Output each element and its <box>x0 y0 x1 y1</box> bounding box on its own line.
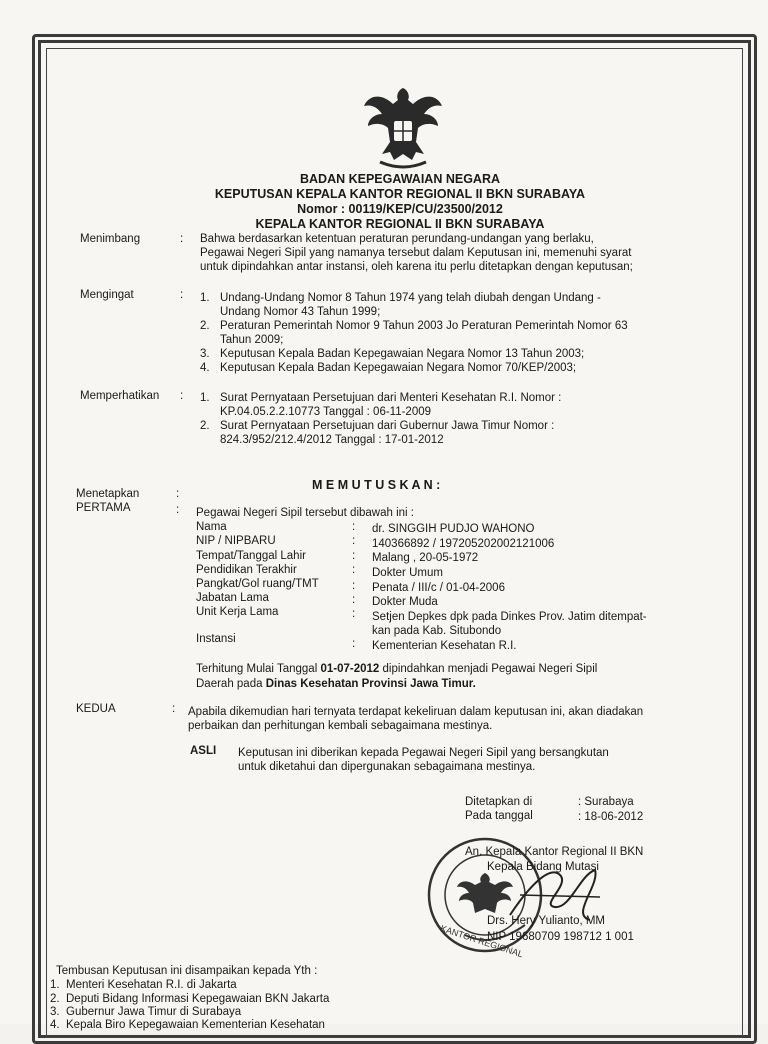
list-number: 3. <box>200 348 210 360</box>
menetapkan-colon: : <box>176 488 180 500</box>
list-item: Undang Nomor 43 Tahun 1999; <box>220 306 381 318</box>
terhitung-line <box>196 663 597 675</box>
memutuskan-heading: M E M U T U S K A N : <box>312 478 441 492</box>
field-label: Nama <box>196 521 227 533</box>
tembusan-item: Gubernur Jawa Timur di Surabaya <box>66 1006 242 1018</box>
seal-text-bottom: KANTOR REGIONAL <box>439 923 525 960</box>
date-value: : 18-06-2012 <box>578 811 644 823</box>
list-number: 4. <box>200 362 210 374</box>
header-line-3: Nomor : 00119/KEP/CU/23500/2012 <box>297 202 503 216</box>
field-value: Dokter Umum <box>372 567 443 579</box>
sign-line-1: An. Kepala Kantor Regional II BKN <box>465 846 644 858</box>
field-colon: : <box>352 608 356 620</box>
place-label: Ditetapkan di <box>465 796 533 808</box>
list-item: Surat Pernyataan Persetujuan dari Gubernur Jawa Timur Nomor : <box>220 420 555 432</box>
memperhatikan-label: Memperhatikan <box>80 390 160 402</box>
list-item: Undang-Undang Nomor 8 Tahun 1974 yang telah diubah dengan Undang - <box>220 292 601 304</box>
memperhatikan-colon: : <box>180 390 184 402</box>
field-value: Dokter Muda <box>372 596 438 608</box>
list-item: Peraturan Pemerintah Nomor 9 Tahun 2003 Jo Peraturan Pemerintah Nomor 63 <box>220 320 628 332</box>
mengingat-label: Mengingat <box>80 289 134 301</box>
list-item: Keputusan Kepala Badan Kepegawaian Negara Nomor 70/KEP/2003; <box>220 362 577 374</box>
menimbang-line: Pegawai Negeri Sipil yang namanya tersebut dalam Keputusan ini, memenuhi syarat <box>200 247 632 259</box>
garuda-emblem-icon <box>360 82 446 172</box>
tembusan-item: Deputi Bidang Informasi Kepegawaian BKN Jakarta <box>66 993 330 1005</box>
menimbang-colon: : <box>180 233 184 245</box>
pertama-label: PERTAMA <box>76 502 131 514</box>
list-number: 2. <box>50 993 60 1005</box>
list-item: 824.3/952/212.4/2012 Tanggal : 17-01-2012 <box>220 434 444 446</box>
pertama-intro: Pegawai Negeri Sipil tersebut dibawah ini : <box>196 507 414 519</box>
field-label: Jabatan Lama <box>196 592 269 604</box>
header-line-2: KEPUTUSAN KEPALA KANTOR REGIONAL II BKN SURABAYA <box>214 187 586 201</box>
menimbang-line: Bahwa berdasarkan ketentuan peraturan perundang-undangan yang berlaku, <box>200 233 594 245</box>
field-label: Pendidikan Terakhir <box>196 564 297 576</box>
field-colon: : <box>352 580 356 592</box>
field-colon: : <box>352 594 356 606</box>
signatory-name: Drs. Hery Yulianto, MM <box>487 915 606 927</box>
menimbang-label: Menimbang <box>80 233 141 245</box>
field-value: Kementerian Kesehatan R.I. <box>372 640 517 652</box>
tembusan-intro: Tembusan Keputusan ini disampaikan kepada Yth : <box>56 965 318 977</box>
terhitung-pre: Terhitung Mulai Tanggal <box>196 663 318 675</box>
menimbang-line: untuk dipindahkan antar instansi, oleh karena itu perlu ditetapkan dengan keputusan; <box>200 261 633 273</box>
field-value: dr. SINGGIH PUDJO WAHONO <box>372 523 535 535</box>
list-number: 1. <box>50 979 60 991</box>
asli-line: Keputusan ini diberikan kepada Pegawai Negeri Sipil yang bersangkutan <box>238 747 609 759</box>
daerah-bold: Dinas Kesehatan Provinsi Jawa Timur. <box>265 678 476 690</box>
list-item: Surat Pernyataan Persetujuan dari Menteri Kesehatan R.I. Nomor : <box>220 392 562 404</box>
field-colon: : <box>352 535 356 547</box>
list-number: 1. <box>200 392 210 404</box>
field-value: Setjen Depkes dpk pada Dinkes Prov. Jatim ditempat- <box>372 611 647 623</box>
date-label: Pada tanggal <box>465 810 533 822</box>
list-number: 2. <box>200 320 210 332</box>
header-line-1: BADAN KEPEGAWAIAN NEGARA <box>299 172 500 186</box>
field-value: Penata / III/c / 01-04-2006 <box>372 582 505 594</box>
header-line-4: KEPALA KANTOR REGIONAL II BKN SURABAYA <box>255 217 545 231</box>
field-colon: : <box>352 550 356 562</box>
sign-line-2: Kepala Bidang Mutasi <box>487 861 599 873</box>
signatory-nip: NIP 19680709 198712 1 001 <box>487 931 634 943</box>
list-item: KP.04.05.2.2.10773 Tanggal : 06-11-2009 <box>220 406 432 418</box>
field-label: Pangkat/Gol ruang/TMT <box>196 578 319 590</box>
daerah-pre: Daerah pada <box>196 678 263 690</box>
field-value: 140366892 / 197205202002121006 <box>372 538 555 550</box>
terhitung-post: dipindahkan menjadi Pegawai Negeri Sipil <box>382 663 598 675</box>
asli-line: untuk diketahui dan dipergunakan sebagaimana mestinya. <box>238 761 536 773</box>
field-colon: : <box>352 521 356 533</box>
field-colon: : <box>352 638 356 650</box>
kedua-line: perbaikan dan perhitungan kembali sebagaimana mestinya. <box>188 720 493 732</box>
kedua-colon: : <box>172 703 176 715</box>
tembusan-item: Menteri Kesehatan R.I. di Jakarta <box>66 979 237 991</box>
field-label: NIP / NIPBARU <box>196 535 276 547</box>
menetapkan-label: Menetapkan <box>76 488 140 500</box>
field-value: kan pada Kab. Situbondo <box>372 625 502 637</box>
mengingat-colon: : <box>180 289 184 301</box>
list-item: Keputusan Kepala Badan Kepegawaian Negara Nomor 13 Tahun 2003; <box>220 348 585 360</box>
kedua-line: Apabila dikemudian hari ternyata terdapat kekeliruan dalam keputusan ini, akan diadakan <box>188 706 644 718</box>
field-label: Instansi <box>196 633 236 645</box>
pertama-colon: : <box>176 504 180 516</box>
list-number: 4. <box>50 1019 60 1031</box>
field-label: Tempat/Tanggal Lahir <box>196 550 306 562</box>
tembusan-item: Kepala Biro Kepegawaian Kementerian Kesehatan <box>66 1019 325 1031</box>
place-value: : Surabaya <box>578 796 634 808</box>
field-value: Malang , 20-05-1972 <box>372 552 479 564</box>
list-number: 2. <box>200 420 210 432</box>
list-item: Tahun 2009; <box>220 334 284 346</box>
list-number: 3. <box>50 1006 60 1018</box>
list-number: 1. <box>200 292 210 304</box>
daerah-line <box>196 678 476 690</box>
field-colon: : <box>352 564 356 576</box>
kedua-label: KEDUA <box>76 703 116 715</box>
terhitung-date: 01-07-2012 <box>320 663 380 675</box>
field-label: Unit Kerja Lama <box>196 606 279 618</box>
asli-label: ASLI <box>190 745 217 757</box>
